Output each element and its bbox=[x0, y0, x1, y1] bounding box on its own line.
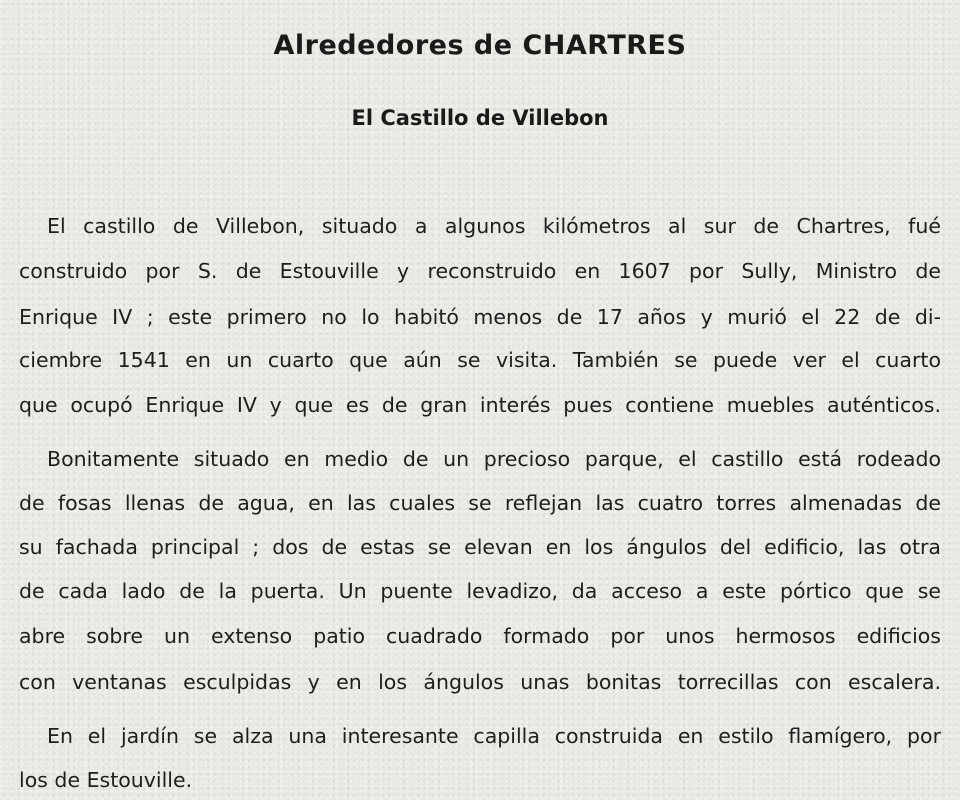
text-line: El castillo de Villebon, situado a algunos kilómetros al sur de Chartres, fué bbox=[47, 214, 941, 238]
text-line: que ocupó Enrique IV y que es de gran interés pues contiene muebles auténticos. bbox=[19, 393, 941, 417]
page-title: Alrededores de CHARTRES bbox=[273, 30, 687, 61]
page-subtitle: El Castillo de Villebon bbox=[351, 106, 609, 130]
text-line: de fosas llenas de agua, en las cuales se reflejan las cuatro torres almenadas de bbox=[19, 491, 941, 515]
text-line: Enrique IV ; este primero no lo habitó menos de 17 años y murió el 22 de di- bbox=[19, 305, 941, 329]
text-line: de cada lado de la puerta. Un puente levadizo, da acceso a este pórtico que se bbox=[19, 579, 941, 603]
text-line: los de Estouville. bbox=[19, 768, 193, 792]
text-line: Bonitamente situado en medio de un precioso parque, el castillo está rodeado bbox=[47, 447, 941, 471]
text-line: su fachada principal ; dos de estas se elevan en los ángulos del edificio, las otra bbox=[19, 535, 941, 559]
text-line: ciembre 1541 en un cuarto que aún se visita. También se puede ver el cuarto bbox=[19, 348, 941, 372]
text-line: con ventanas esculpidas y en los ángulos unas bonitas torrecillas con escalera. bbox=[19, 670, 941, 694]
text-line: En el jardín se alza una interesante capilla construida en estilo flamígero, por bbox=[47, 724, 941, 748]
text-line: abre sobre un extenso patio cuadrado formado por unos hermosos edificios bbox=[19, 624, 941, 648]
text-line: construido por S. de Estouville y reconstruido en 1607 por Sully, Ministro de bbox=[19, 259, 941, 283]
